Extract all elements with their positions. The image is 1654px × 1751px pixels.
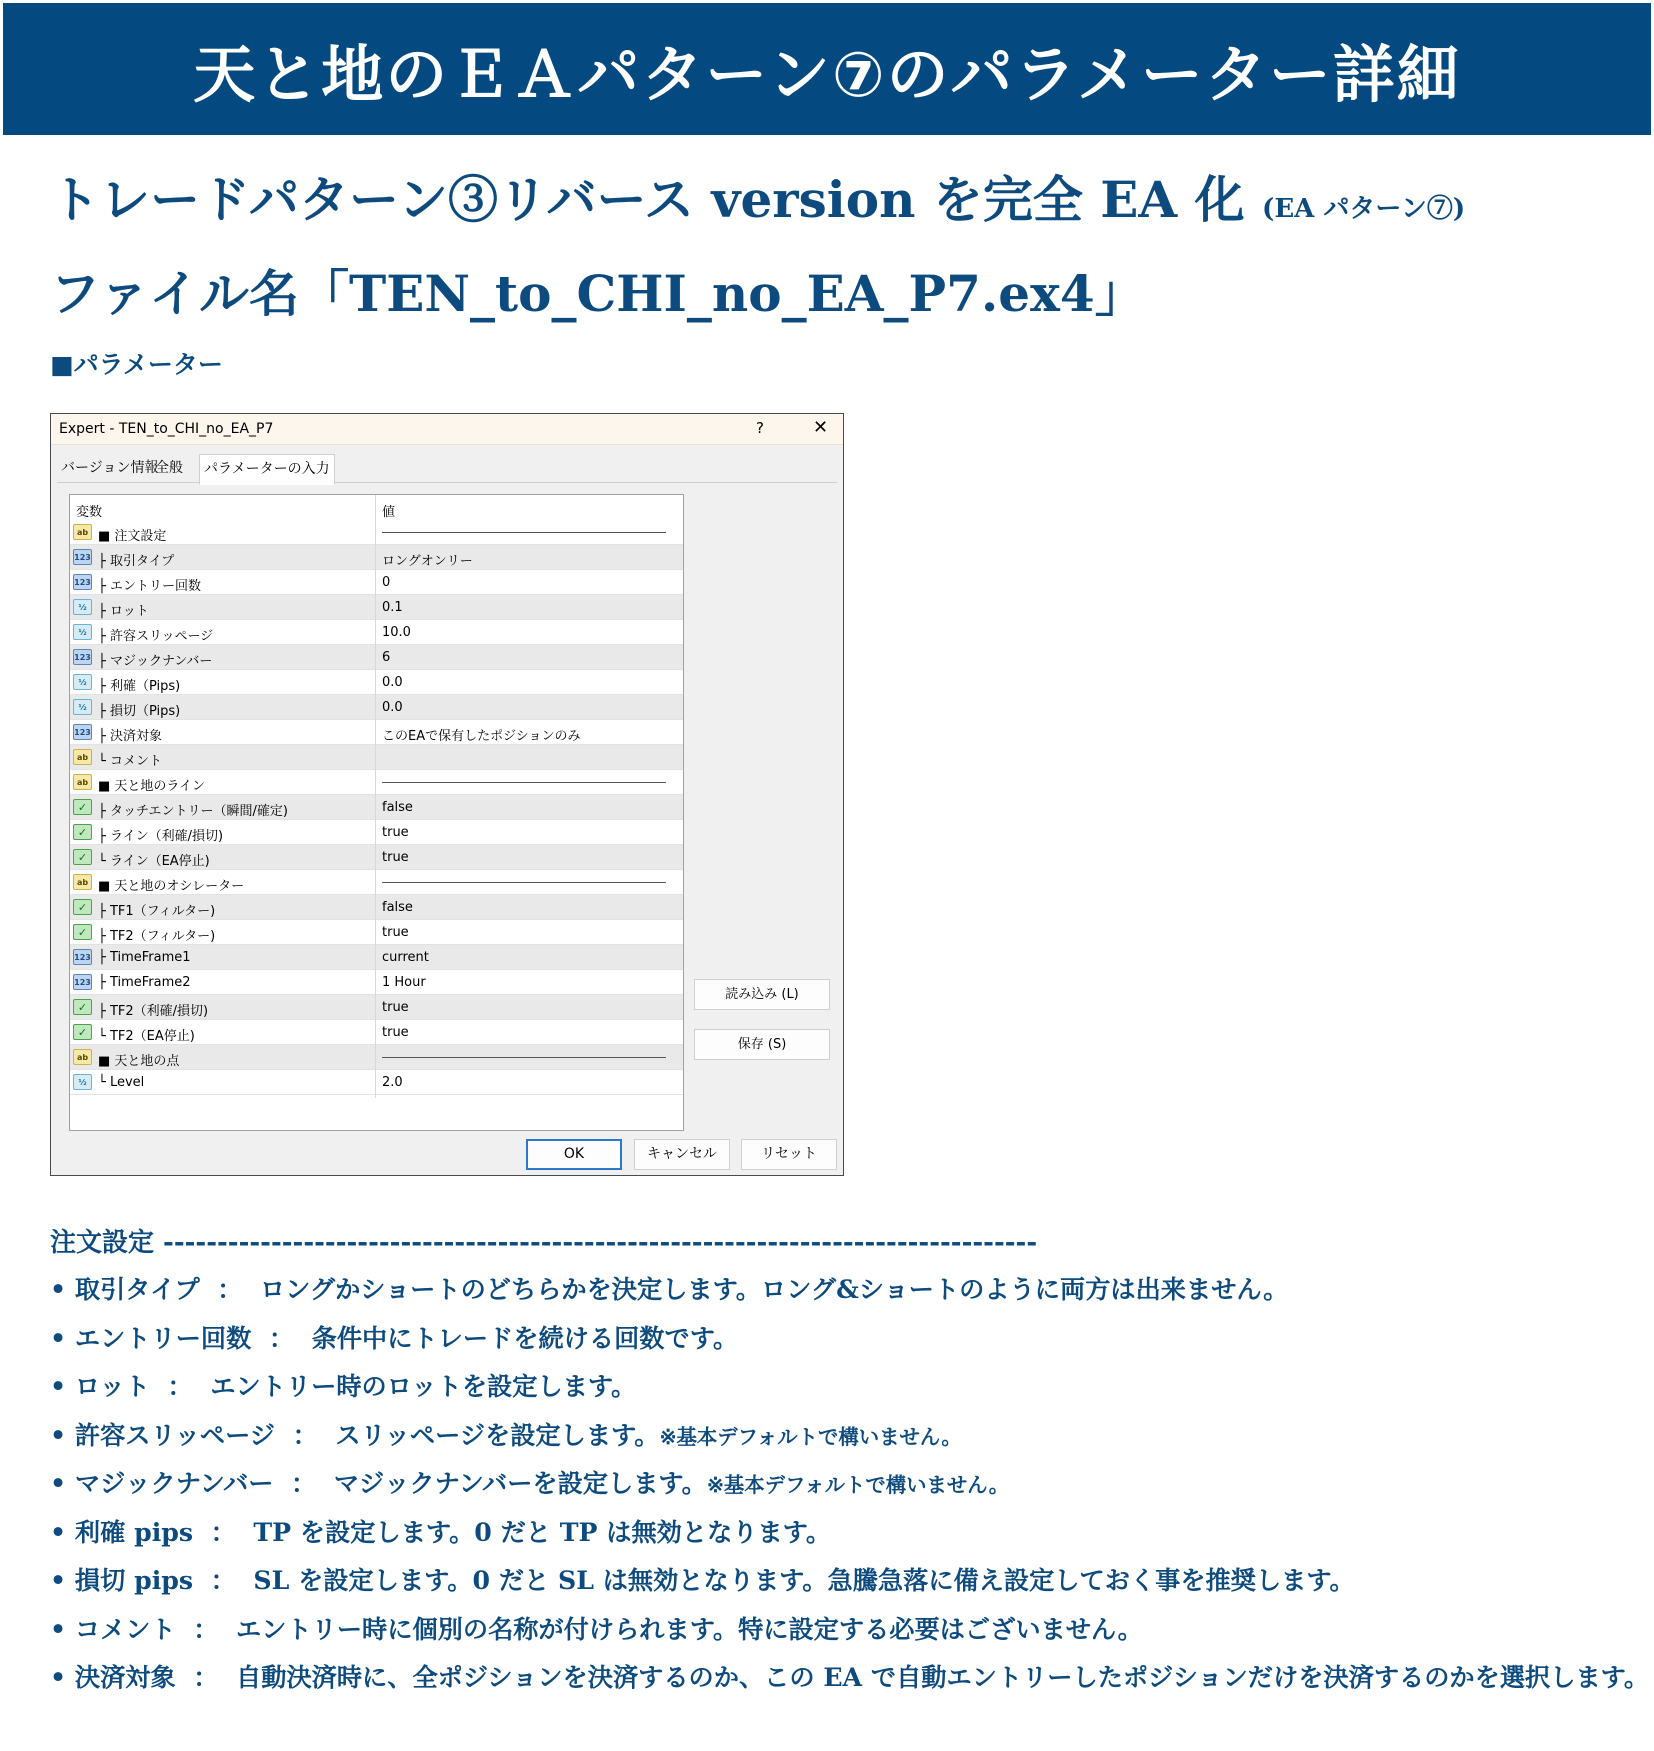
n123-type-icon: 123 (73, 974, 92, 990)
table-row[interactable] (70, 970, 683, 995)
description-text: 条件中にトレードを続ける回数です。 (311, 1322, 739, 1353)
n123-type-icon: 123 (73, 574, 92, 590)
table-row[interactable] (70, 895, 683, 920)
separator-value-line (382, 1057, 666, 1058)
tab-general[interactable]: 全般 (155, 460, 183, 476)
parameter-name: ├ TimeFrame2 (98, 975, 191, 990)
parameter-value[interactable]: false (382, 800, 413, 815)
table-row[interactable] (70, 1020, 683, 1045)
table-row[interactable] (70, 595, 683, 620)
table-row[interactable] (70, 620, 683, 645)
parameter-value[interactable]: 6 (382, 650, 391, 665)
description-item (50, 1658, 1649, 1707)
table-row[interactable] (70, 695, 683, 720)
expert-properties-dialog (50, 413, 844, 1176)
table-row[interactable] (70, 545, 683, 570)
separator-value-line (382, 532, 666, 533)
description-note: ※基本デフォルトで構いません。 (706, 1473, 1010, 1497)
description-term: 損切 pips (74, 1565, 194, 1595)
ab-type-icon: ab (73, 524, 92, 540)
save-button[interactable]: 保存 (S) (694, 1029, 830, 1060)
description-text: TP を設定します。0 だと TP は無効となります。 (253, 1516, 832, 1547)
table-row[interactable] (70, 570, 683, 595)
parameter-description-list (50, 1270, 1649, 1707)
column-divider (375, 495, 376, 1098)
ab-type-icon: ab (73, 874, 92, 890)
table-row[interactable] (70, 670, 683, 695)
banner-title: 天と地のＥＡパターン⑦のパラメーター詳細 (193, 37, 1461, 111)
parameters-table (69, 494, 684, 1131)
description-term: ロット (74, 1371, 150, 1401)
description-separator: ： (251, 1322, 312, 1353)
separator-value-line (382, 882, 666, 883)
half-type-icon: ½ (73, 624, 92, 640)
description-text: エントリー時に個別の名称が付けられます。特に設定する必要はございません。 (236, 1613, 1143, 1644)
description-separator: ： (150, 1371, 211, 1401)
bool-type-icon: ✓ (73, 1024, 92, 1040)
load-button[interactable]: 読み込み (L) (694, 979, 830, 1010)
table-row[interactable] (70, 995, 683, 1020)
description-separator: ： (193, 1565, 254, 1595)
description-item (50, 1513, 1649, 1562)
parameter-name: ├ TF2（利確/損切) (98, 1004, 209, 1019)
bullet-icon: • (50, 1468, 75, 1498)
table-row[interactable] (70, 1045, 683, 1070)
description-term: 利確 pips (74, 1516, 194, 1547)
tab-input-parameters[interactable]: パラメーターの入力 (199, 454, 335, 485)
parameter-name: ├ TF2（フィルター) (98, 929, 216, 944)
column-header-value[interactable]: 値 (382, 505, 396, 520)
description-separator: ： (175, 1613, 237, 1644)
parameter-name: ■ 天と地の点 (98, 1054, 180, 1069)
heading-main: トレードパターン③リバース version を完全 EA 化 (50, 170, 1245, 229)
parameter-name: ├ ロット (98, 604, 149, 619)
table-row[interactable] (70, 520, 683, 545)
bool-type-icon: ✓ (73, 799, 92, 815)
description-item (50, 1561, 1649, 1610)
parameter-value[interactable]: true (382, 1025, 409, 1040)
parameter-value[interactable]: 0 (382, 575, 391, 590)
file-name-heading: ファイル名「TEN_to_CHI_no_EA_P7.ex4」 (50, 264, 1145, 323)
bullet-icon: • (50, 1274, 75, 1304)
parameter-name: ├ タッチエントリー（瞬間/確定) (98, 804, 288, 819)
description-separator: ： (273, 1468, 334, 1498)
description-text: マジックナンバーを設定します。 (333, 1468, 707, 1498)
parameter-name: └ Level (98, 1075, 145, 1090)
parameter-name: ├ TimeFrame1 (98, 950, 191, 965)
parameter-name: ├ 決済対象 (98, 729, 162, 744)
parameter-name: ├ エントリー回数 (98, 579, 201, 594)
description-term: 決済対象 (74, 1662, 176, 1692)
half-type-icon: ½ (73, 699, 92, 715)
bool-type-icon: ✓ (73, 924, 92, 940)
trade-pattern-heading (50, 160, 1465, 232)
description-item (50, 1610, 1649, 1659)
bullet-icon: • (50, 1419, 75, 1450)
help-icon[interactable]: ? (756, 419, 764, 437)
parameter-value[interactable]: true (382, 825, 409, 840)
table-row[interactable] (70, 645, 683, 670)
description-item (50, 1319, 1649, 1368)
table-row[interactable] (70, 870, 683, 895)
parameter-value[interactable]: true (382, 1000, 409, 1015)
table-row[interactable] (70, 820, 683, 845)
parameter-value[interactable]: 10.0 (382, 625, 411, 640)
table-row[interactable] (70, 1070, 683, 1095)
bullet-icon: • (50, 1322, 75, 1353)
description-text: スリッページを設定します。 (335, 1419, 660, 1450)
parameter-value[interactable]: true (382, 925, 409, 940)
n123-type-icon: 123 (73, 649, 92, 665)
description-item (50, 1367, 1649, 1416)
description-text: 自動決済時に、全ポジションを決済するのか、この EA で自動エントリーしたポジションだけを決済するのかを選択します。 (236, 1662, 1650, 1692)
description-separator: ： (193, 1516, 254, 1547)
ab-type-icon: ab (73, 1049, 92, 1065)
n123-type-icon: 123 (73, 724, 92, 740)
bool-type-icon: ✓ (73, 824, 92, 840)
parameter-name: ├ ライン（利確/損切) (98, 829, 224, 844)
description-item (50, 1416, 1649, 1465)
parameter-name: ├ マジックナンバー (98, 654, 213, 669)
cancel-button[interactable]: キャンセル (634, 1139, 730, 1170)
dialog-titlebar (51, 414, 843, 445)
bullet-icon: • (50, 1662, 75, 1692)
order-settings-heading: 注文設定 --------------------------------------------------------------------------------- (50, 1228, 1038, 1258)
description-item (50, 1270, 1649, 1319)
description-separator: ： (199, 1274, 260, 1304)
ok-button[interactable]: OK (526, 1139, 622, 1170)
close-icon[interactable]: ✕ (813, 417, 829, 438)
heading-sub: (EA パターン⑦) (1262, 194, 1466, 224)
description-term: コメント (74, 1613, 176, 1644)
parameter-name: ■ 天と地のオシレーター (98, 879, 245, 894)
parameter-value[interactable]: 2.0 (382, 1075, 403, 1090)
parameter-value[interactable]: 0.0 (382, 675, 403, 690)
bullet-icon: • (50, 1565, 75, 1595)
table-row[interactable] (70, 795, 683, 820)
description-item (50, 1464, 1649, 1513)
description-note: ※基本デフォルトで構いません。 (659, 1424, 962, 1449)
table-row[interactable] (70, 845, 683, 870)
parameter-name: ■ 天と地のライン (98, 779, 206, 794)
description-text: エントリー時のロットを設定します。 (210, 1371, 637, 1401)
dialog-tabs (57, 454, 837, 483)
table-row[interactable] (70, 745, 683, 770)
dialog-title: Expert - TEN_to_CHI_no_EA_P7 (59, 421, 274, 437)
ab-type-icon: ab (73, 774, 92, 790)
description-term: 許容スリッページ (74, 1419, 276, 1450)
parameter-name: └ ライン（EA停止) (98, 854, 210, 869)
description-term: エントリー回数 (74, 1322, 252, 1353)
parameter-value[interactable]: ロングオンリー (382, 554, 473, 569)
parameter-value[interactable]: 1 Hour (382, 975, 426, 990)
parameter-value[interactable]: 0.0 (382, 700, 403, 715)
description-text: ロングかショートのどちらかを決定します。ロング&ショートのように両方は出来ません。 (259, 1274, 1289, 1304)
column-header-variable[interactable]: 変数 (76, 505, 103, 520)
half-type-icon: ½ (73, 1074, 92, 1090)
reset-button[interactable]: リセット (741, 1139, 837, 1170)
ab-type-icon: ab (73, 749, 92, 765)
description-text: SL を設定します。0 だと SL は無効となります。急騰急落に備え設定しておく事を推奨します。 (253, 1565, 1355, 1595)
n123-type-icon: 123 (73, 549, 92, 565)
tab-version-info[interactable]: バージョン情報 (61, 460, 159, 476)
table-row[interactable] (70, 720, 683, 745)
parameter-name: └ TF2（EA停止) (98, 1029, 195, 1044)
n123-type-icon: 123 (73, 949, 92, 965)
half-type-icon: ½ (73, 599, 92, 615)
parameter-value[interactable]: 0.1 (382, 600, 403, 615)
half-type-icon: ½ (73, 674, 92, 690)
table-row[interactable] (70, 945, 683, 970)
parameter-value[interactable]: false (382, 900, 413, 915)
parameter-name: └ コメント (98, 754, 162, 769)
parameter-name: ├ TF1（フィルター) (98, 904, 216, 919)
bullet-icon: • (50, 1613, 75, 1644)
description-separator: ： (275, 1419, 336, 1450)
parameter-name: ├ 損切（Pips) (98, 704, 181, 719)
parameter-name: ■ 注文設定 (98, 529, 167, 544)
table-header (70, 495, 683, 520)
table-row[interactable] (70, 920, 683, 945)
parameter-value[interactable]: current (382, 950, 429, 965)
bullet-icon: • (50, 1516, 75, 1547)
table-row[interactable] (70, 770, 683, 795)
parameters-section-label: ■パラメーター (50, 350, 223, 379)
bool-type-icon: ✓ (73, 999, 92, 1015)
page-banner (3, 3, 1651, 135)
description-term: 取引タイプ (74, 1274, 200, 1304)
parameter-value[interactable]: このEAで保有したポジションのみ (382, 729, 581, 744)
bool-type-icon: ✓ (73, 899, 92, 915)
parameter-name: ├ 取引タイプ (98, 554, 175, 569)
parameter-name: ├ 許容スリッページ (98, 629, 214, 644)
separator-value-line (382, 782, 666, 783)
bullet-icon: • (50, 1371, 75, 1401)
bool-type-icon: ✓ (73, 849, 92, 865)
parameter-name: ├ 利確（Pips) (98, 679, 181, 694)
parameter-value[interactable]: true (382, 850, 409, 865)
description-separator: ： (175, 1662, 237, 1692)
description-term: マジックナンバー (74, 1468, 274, 1498)
